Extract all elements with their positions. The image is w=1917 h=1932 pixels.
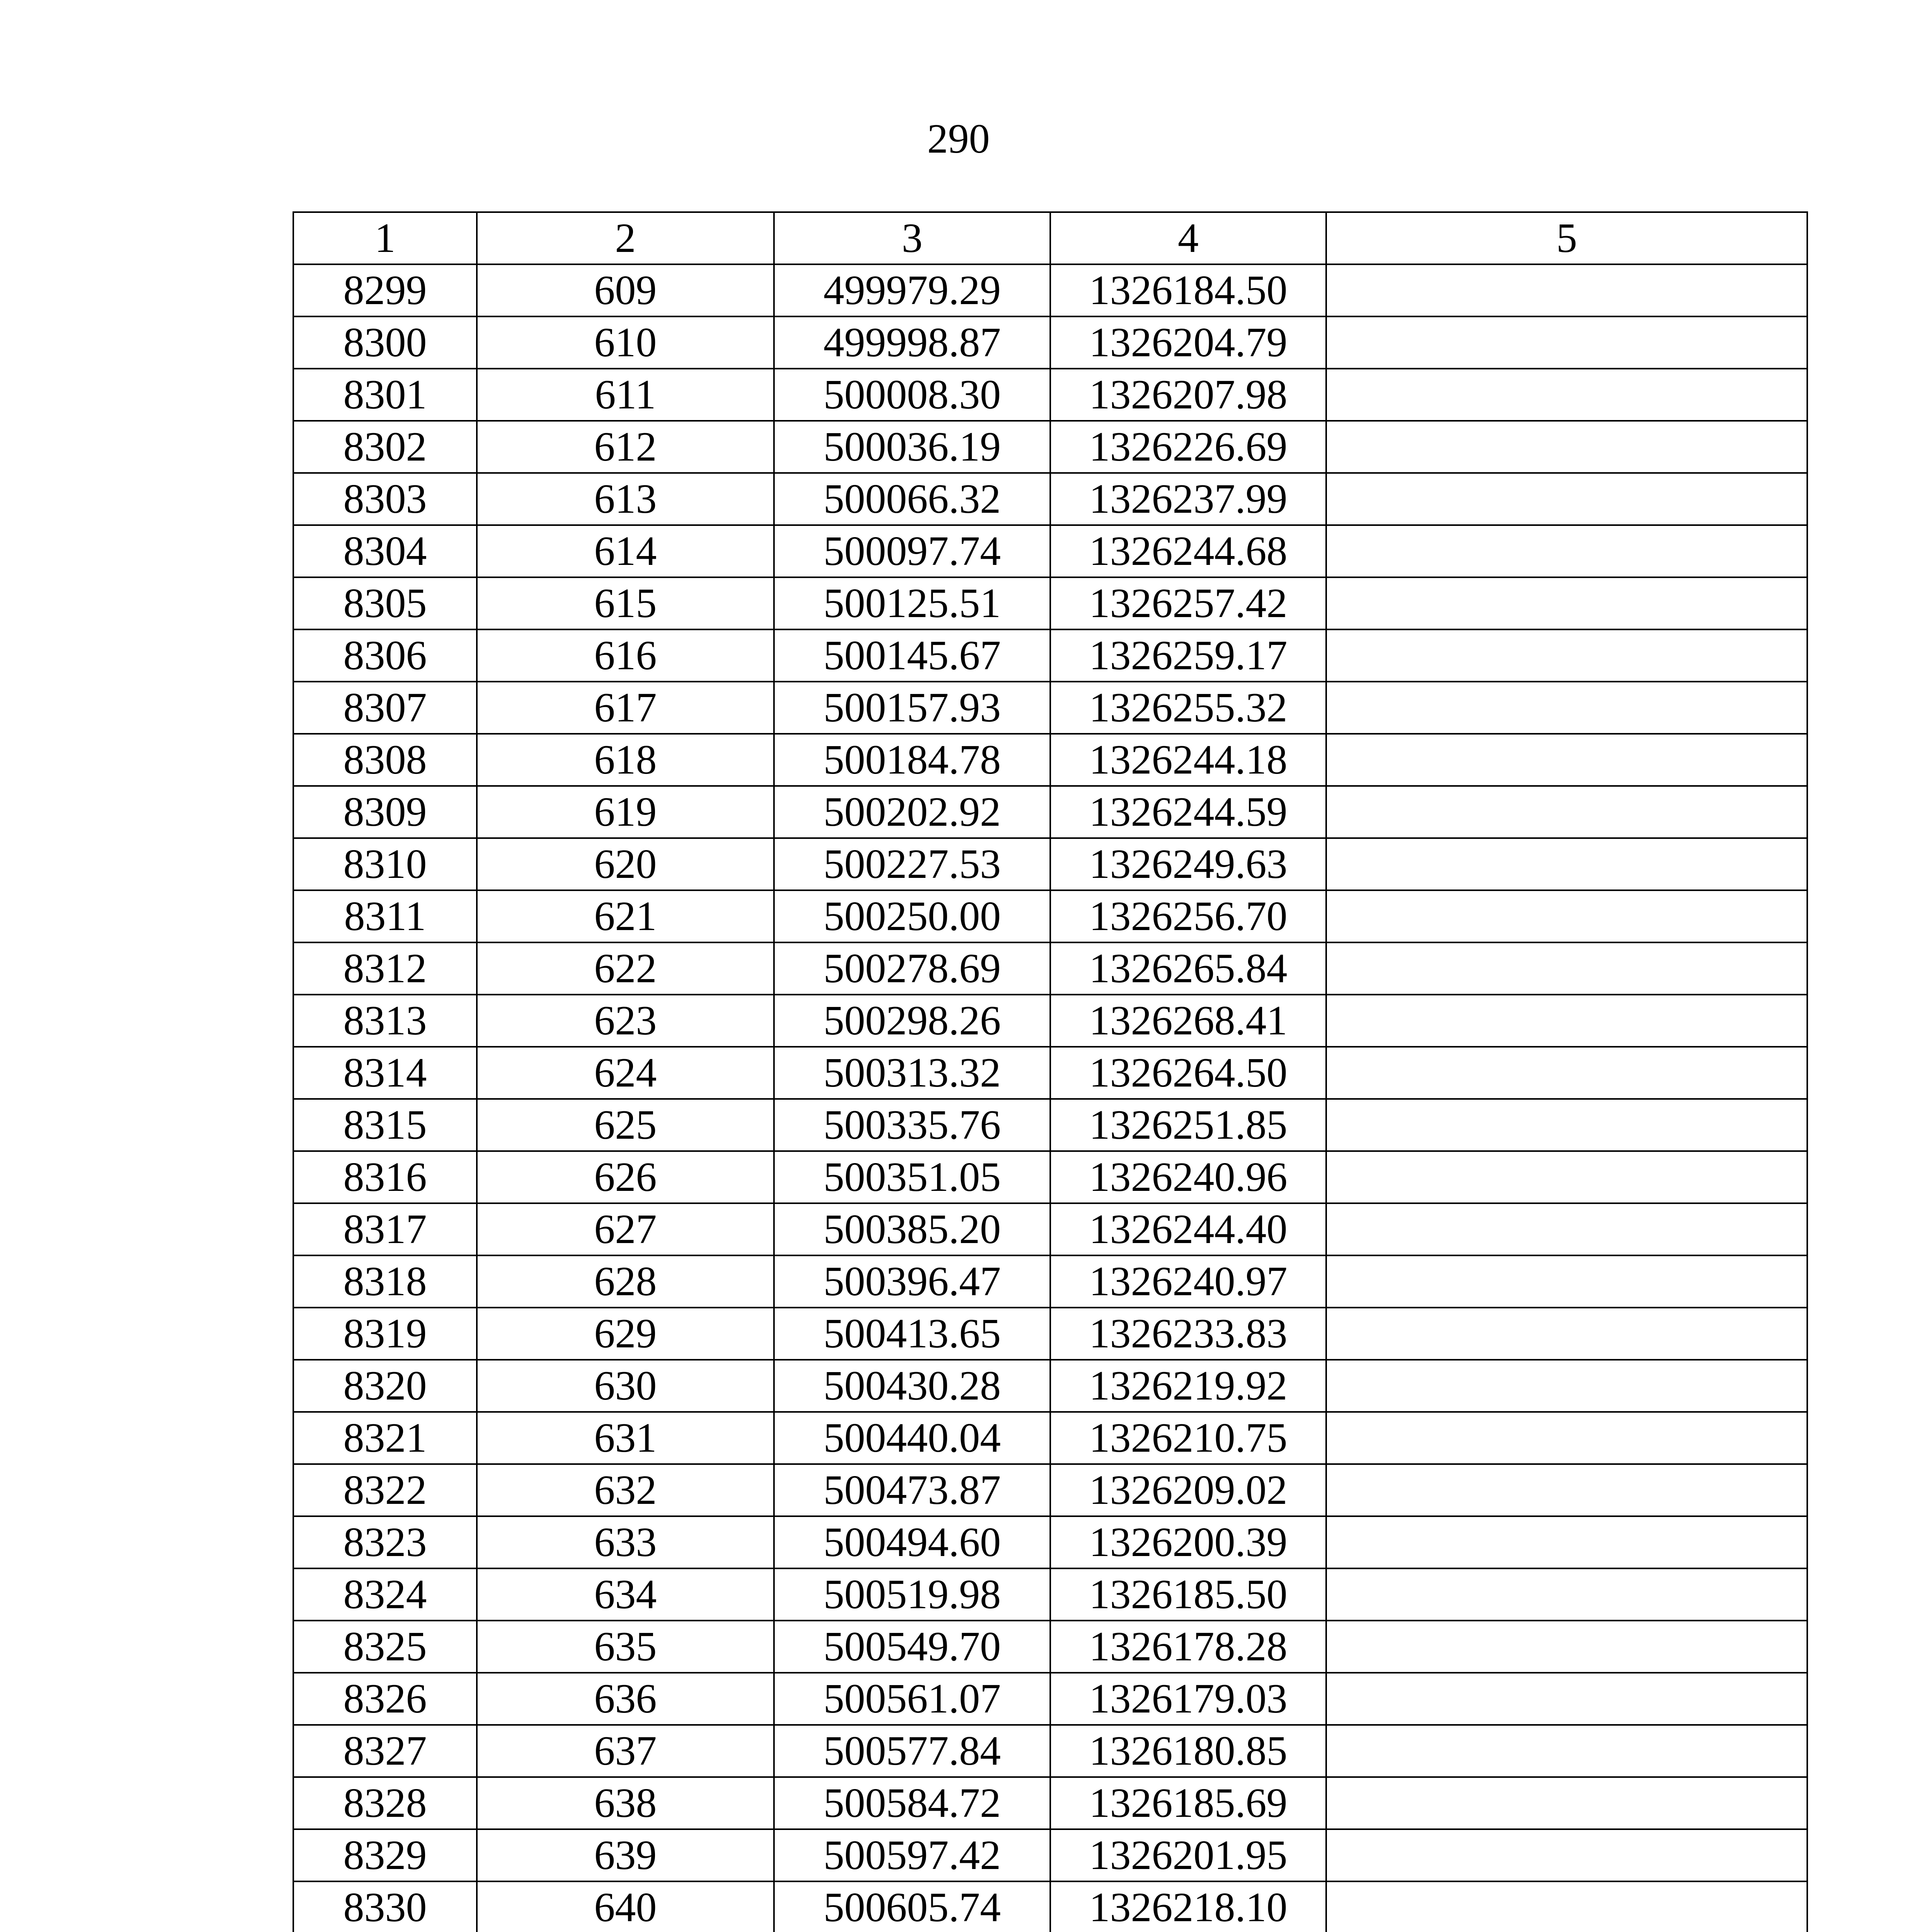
table-cell [1326,1621,1807,1673]
table-cell: 500584.72 [774,1777,1050,1829]
table-cell: 8323 [293,1516,477,1568]
table-cell: 620 [477,838,774,890]
table-cell: 499998.87 [774,316,1050,369]
table-cell: 621 [477,890,774,942]
coordinates-table [293,211,1808,1932]
table-cell: 500597.42 [774,1829,1050,1881]
table-cell: 1326233.83 [1050,1308,1326,1360]
table-cell: 1326184.50 [1050,264,1326,316]
table-cell: 8306 [293,629,477,682]
table-cell [1326,1255,1807,1308]
table-cell: 1326185.69 [1050,1777,1326,1829]
table-cell: 636 [477,1673,774,1725]
table-cell: 8328 [293,1777,477,1829]
table-cell: 500278.69 [774,942,1050,995]
table-cell: 500605.74 [774,1881,1050,1932]
table-cell: 633 [477,1516,774,1568]
table-cell [1326,1881,1807,1932]
table-cell: 8307 [293,682,477,734]
table-cell: 500385.20 [774,1203,1050,1255]
table-cell: 1326219.92 [1050,1360,1326,1412]
table-cell: 500351.05 [774,1151,1050,1203]
table-row [293,1308,1807,1360]
table-cell: 615 [477,577,774,629]
table-cell [1326,682,1807,734]
table-cell: 500494.60 [774,1516,1050,1568]
table-cell [1326,473,1807,525]
table-cell: 634 [477,1568,774,1621]
table-row [293,838,1807,890]
table-cell: 8304 [293,525,477,577]
table-cell: 8314 [293,1047,477,1099]
table-cell [1326,1047,1807,1099]
table-cell: 500440.04 [774,1412,1050,1464]
table-cell: 500157.93 [774,682,1050,734]
table-cell: 8324 [293,1568,477,1621]
table-row [293,1464,1807,1516]
table-cell: 627 [477,1203,774,1255]
table-cell: 500561.07 [774,1673,1050,1725]
table-cell: 499979.29 [774,264,1050,316]
table-cell: 1326201.95 [1050,1829,1326,1881]
table-row [293,1725,1807,1777]
table-cell: 1326209.02 [1050,1464,1326,1516]
table-row [293,629,1807,682]
table-cell: 8311 [293,890,477,942]
table-row [293,525,1807,577]
table-cell [1326,1412,1807,1464]
table-cell: 610 [477,316,774,369]
table-cell: 1326237.99 [1050,473,1326,525]
table-cell: 500396.47 [774,1255,1050,1308]
table-cell: 500519.98 [774,1568,1050,1621]
table-cell: 623 [477,995,774,1047]
table-cell: 8312 [293,942,477,995]
table-cell: 8319 [293,1308,477,1360]
table-cell: 8329 [293,1829,477,1881]
column-header: 3 [774,212,1050,264]
table-row [293,786,1807,838]
table-cell [1326,421,1807,473]
table-cell: 619 [477,786,774,838]
table-cell: 622 [477,942,774,995]
table-header-row [293,212,1807,264]
table-cell: 637 [477,1725,774,1777]
table-row [293,421,1807,473]
table-cell [1326,995,1807,1047]
table-cell [1326,1464,1807,1516]
table-cell: 500125.51 [774,577,1050,629]
table-cell: 1326204.79 [1050,316,1326,369]
table-cell: 630 [477,1360,774,1412]
table-row [293,890,1807,942]
table-row [293,1516,1807,1568]
table-cell: 8313 [293,995,477,1047]
table-cell: 500313.32 [774,1047,1050,1099]
table-cell: 500430.28 [774,1360,1050,1412]
table-row [293,1047,1807,1099]
table-row [293,1673,1807,1725]
table-cell: 631 [477,1412,774,1464]
table-cell [1326,1099,1807,1151]
table-cell [1326,1360,1807,1412]
table-cell: 8325 [293,1621,477,1673]
table-cell: 500202.92 [774,786,1050,838]
table-cell: 1326244.59 [1050,786,1326,838]
table-cell: 612 [477,421,774,473]
table-cell [1326,264,1807,316]
table-cell [1326,1516,1807,1568]
table-cell: 624 [477,1047,774,1099]
table-cell: 614 [477,525,774,577]
table-row [293,1621,1807,1673]
table-cell: 1326185.50 [1050,1568,1326,1621]
table-cell: 613 [477,473,774,525]
table-cell: 617 [477,682,774,734]
table-cell: 640 [477,1881,774,1932]
table-cell: 1326257.42 [1050,577,1326,629]
table-row [293,1829,1807,1881]
table-cell: 628 [477,1255,774,1308]
table-cell: 1326226.69 [1050,421,1326,473]
column-header: 5 [1326,212,1807,264]
table-cell: 500250.00 [774,890,1050,942]
table-cell: 8327 [293,1725,477,1777]
table-row [293,1255,1807,1308]
table-cell [1326,1829,1807,1881]
table-row [293,995,1807,1047]
table-cell: 1326259.17 [1050,629,1326,682]
table-row [293,473,1807,525]
column-header: 4 [1050,212,1326,264]
table-cell: 626 [477,1151,774,1203]
table-cell [1326,1568,1807,1621]
table-cell: 1326178.28 [1050,1621,1326,1673]
table-cell: 1326207.98 [1050,369,1326,421]
table-cell: 8322 [293,1464,477,1516]
table-row [293,734,1807,786]
table-cell: 8318 [293,1255,477,1308]
table-cell: 1326244.18 [1050,734,1326,786]
table-cell: 611 [477,369,774,421]
table-cell: 618 [477,734,774,786]
table-cell [1326,786,1807,838]
table-cell: 1326218.10 [1050,1881,1326,1932]
table-cell: 8299 [293,264,477,316]
table-cell [1326,942,1807,995]
table-row [293,264,1807,316]
table-cell: 632 [477,1464,774,1516]
table-cell: 8317 [293,1203,477,1255]
table-row [293,1203,1807,1255]
table-cell: 500227.53 [774,838,1050,890]
table-row [293,682,1807,734]
table-cell: 635 [477,1621,774,1673]
table-cell: 8303 [293,473,477,525]
table-cell: 8302 [293,421,477,473]
table-row [293,1412,1807,1464]
table-cell: 500036.19 [774,421,1050,473]
table-cell: 8301 [293,369,477,421]
table-row [293,1881,1807,1932]
table-row [293,1151,1807,1203]
table-cell: 500298.26 [774,995,1050,1047]
table-row [293,1568,1807,1621]
table-row [293,369,1807,421]
table-cell: 1326256.70 [1050,890,1326,942]
table-cell: 8308 [293,734,477,786]
table-cell: 629 [477,1308,774,1360]
table-row [293,1360,1807,1412]
page-number: 290 [927,116,990,162]
table-cell [1326,1673,1807,1725]
table-cell: 1326179.03 [1050,1673,1326,1725]
table-cell: 8310 [293,838,477,890]
table-cell: 8309 [293,786,477,838]
table-cell: 8321 [293,1412,477,1464]
table-cell: 500066.32 [774,473,1050,525]
table-row [293,577,1807,629]
table-cell: 500473.87 [774,1464,1050,1516]
table-cell [1326,316,1807,369]
table-row [293,1777,1807,1829]
table-cell: 1326255.32 [1050,682,1326,734]
table-cell: 500097.74 [774,525,1050,577]
column-header: 2 [477,212,774,264]
table-cell: 1326244.40 [1050,1203,1326,1255]
table-cell: 639 [477,1829,774,1881]
table-cell: 8315 [293,1099,477,1151]
table-cell: 1326264.50 [1050,1047,1326,1099]
table-cell: 1326240.96 [1050,1151,1326,1203]
table-cell: 1326249.63 [1050,838,1326,890]
table-cell: 1326244.68 [1050,525,1326,577]
table-cell: 500184.78 [774,734,1050,786]
table-cell: 1326240.97 [1050,1255,1326,1308]
table-cell [1326,1308,1807,1360]
table-cell: 500008.30 [774,369,1050,421]
table-cell: 500145.67 [774,629,1050,682]
table-cell [1326,369,1807,421]
table-cell: 500413.65 [774,1308,1050,1360]
table-cell [1326,838,1807,890]
table-cell: 1326180.85 [1050,1725,1326,1777]
table-cell [1326,629,1807,682]
table-cell: 8316 [293,1151,477,1203]
table-cell: 609 [477,264,774,316]
table-cell: 8320 [293,1360,477,1412]
table-cell: 500335.76 [774,1099,1050,1151]
table-cell [1326,1777,1807,1829]
table-cell [1326,577,1807,629]
table-cell: 638 [477,1777,774,1829]
table-cell: 1326251.85 [1050,1099,1326,1151]
column-header: 1 [293,212,477,264]
table-cell [1326,1203,1807,1255]
table-cell [1326,1725,1807,1777]
table-row [293,942,1807,995]
table-cell [1326,734,1807,786]
table-cell: 8305 [293,577,477,629]
table-cell: 1326265.84 [1050,942,1326,995]
table-body [293,264,1807,1932]
table-cell: 625 [477,1099,774,1151]
table-cell [1326,525,1807,577]
table-cell: 1326210.75 [1050,1412,1326,1464]
table-row [293,1099,1807,1151]
table-cell: 8326 [293,1673,477,1725]
table-cell: 500577.84 [774,1725,1050,1777]
table-cell: 8330 [293,1881,477,1932]
table-cell: 616 [477,629,774,682]
table-cell: 8300 [293,316,477,369]
table-cell [1326,890,1807,942]
table-cell: 1326268.41 [1050,995,1326,1047]
table-cell [1326,1151,1807,1203]
table-row [293,316,1807,369]
table-cell: 500549.70 [774,1621,1050,1673]
table-cell: 1326200.39 [1050,1516,1326,1568]
